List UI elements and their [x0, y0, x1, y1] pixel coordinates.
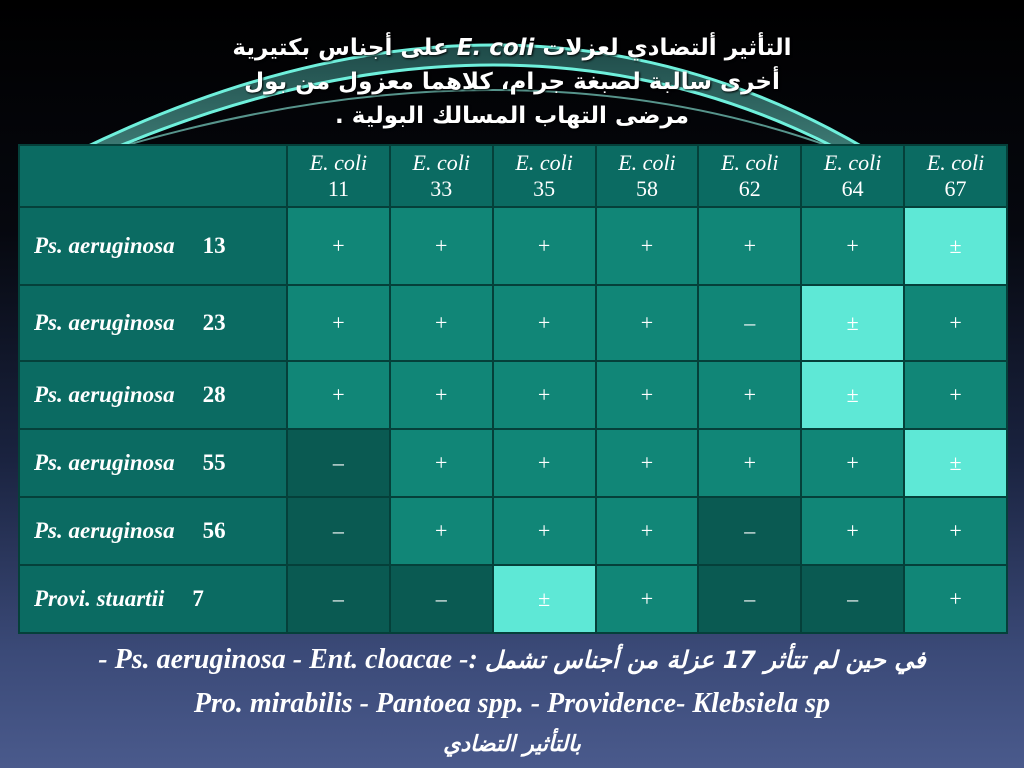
result-cell: +: [596, 429, 699, 497]
footer-line1-latin: - Ps. aeruginosa - Ent. cloacae -:: [98, 644, 478, 675]
result-cell: +: [390, 285, 493, 361]
result-cell: +: [698, 361, 801, 429]
result-cell: ±: [904, 429, 1007, 497]
result-cell: +: [493, 429, 596, 497]
result-cell: +: [493, 361, 596, 429]
result-cell: +: [390, 361, 493, 429]
result-cell: –: [801, 565, 904, 633]
footer-line-1: [0, 642, 1024, 678]
table-row: [19, 565, 1007, 633]
result-cell: +: [390, 497, 493, 565]
result-cell: ±: [493, 565, 596, 633]
title-line-2: أخرى سالبة لصبغة جرام، كلاهما معزول من بول: [244, 69, 780, 95]
title-line1-arabic-end: على أجناس بكتيرية: [232, 35, 449, 61]
result-cell: –: [390, 565, 493, 633]
result-cell: ±: [801, 285, 904, 361]
result-cell: +: [287, 207, 390, 285]
column-header: E. coli 35: [493, 145, 596, 207]
result-cell: +: [904, 285, 1007, 361]
organism-cell: Ps. aeruginosa 56: [19, 497, 287, 565]
column-header: E. coli 67: [904, 145, 1007, 207]
table-row: [19, 285, 1007, 361]
result-cell: +: [287, 361, 390, 429]
table-row: [19, 207, 1007, 285]
header-corner-cell: [19, 145, 287, 207]
results-table: [18, 144, 1008, 634]
column-header: E. coli 11: [287, 145, 390, 207]
result-cell: +: [493, 207, 596, 285]
result-cell: +: [698, 207, 801, 285]
column-header: E. coli 62: [698, 145, 801, 207]
table-header-row: [19, 145, 1007, 207]
result-cell: +: [904, 361, 1007, 429]
result-cell: +: [801, 207, 904, 285]
footer-line1-arabic: في حين لم تتأثر 17 عزلة من أجناس تشمل: [484, 646, 926, 674]
result-cell: +: [596, 361, 699, 429]
table-row: [19, 497, 1007, 565]
result-cell: +: [801, 429, 904, 497]
column-header: E. coli 33: [390, 145, 493, 207]
result-cell: +: [596, 497, 699, 565]
result-cell: –: [698, 285, 801, 361]
result-cell: –: [287, 429, 390, 497]
result-cell: +: [904, 497, 1007, 565]
result-cell: +: [904, 565, 1007, 633]
result-cell: +: [493, 497, 596, 565]
organism-cell: Ps. aeruginosa 55: [19, 429, 287, 497]
result-cell: +: [596, 285, 699, 361]
result-cell: –: [698, 565, 801, 633]
organism-cell: Ps. aeruginosa 23: [19, 285, 287, 361]
result-cell: +: [596, 565, 699, 633]
title-line-1: [0, 32, 1024, 64]
table-row: [19, 429, 1007, 497]
column-header: E. coli 58: [596, 145, 699, 207]
result-cell: +: [390, 429, 493, 497]
table-row: [19, 361, 1007, 429]
organism-cell: Provi. stuartii 7: [19, 565, 287, 633]
footer-line-3: بالتأثير التضادي: [443, 732, 581, 757]
result-cell: –: [287, 497, 390, 565]
result-cell: +: [390, 207, 493, 285]
result-cell: +: [287, 285, 390, 361]
title-line1-latin: E. coli: [456, 35, 535, 61]
column-header: E. coli 64: [801, 145, 904, 207]
result-cell: ±: [801, 361, 904, 429]
result-cell: –: [698, 497, 801, 565]
organism-cell: Ps. aeruginosa 13: [19, 207, 287, 285]
title-line-3: مرضى التهاب المسالك البولية .: [335, 103, 689, 129]
result-cell: +: [596, 207, 699, 285]
result-cell: ±: [904, 207, 1007, 285]
result-cell: –: [287, 565, 390, 633]
organism-cell: Ps. aeruginosa 28: [19, 361, 287, 429]
result-cell: +: [801, 497, 904, 565]
result-cell: +: [493, 285, 596, 361]
footer-line-2: Pro. mirabilis - Pantoea spp. - Providence- Klebsiela sp: [193, 688, 831, 719]
title-line1-arabic: التأثير ألتضادي لعزلات: [542, 35, 792, 61]
result-cell: +: [698, 429, 801, 497]
